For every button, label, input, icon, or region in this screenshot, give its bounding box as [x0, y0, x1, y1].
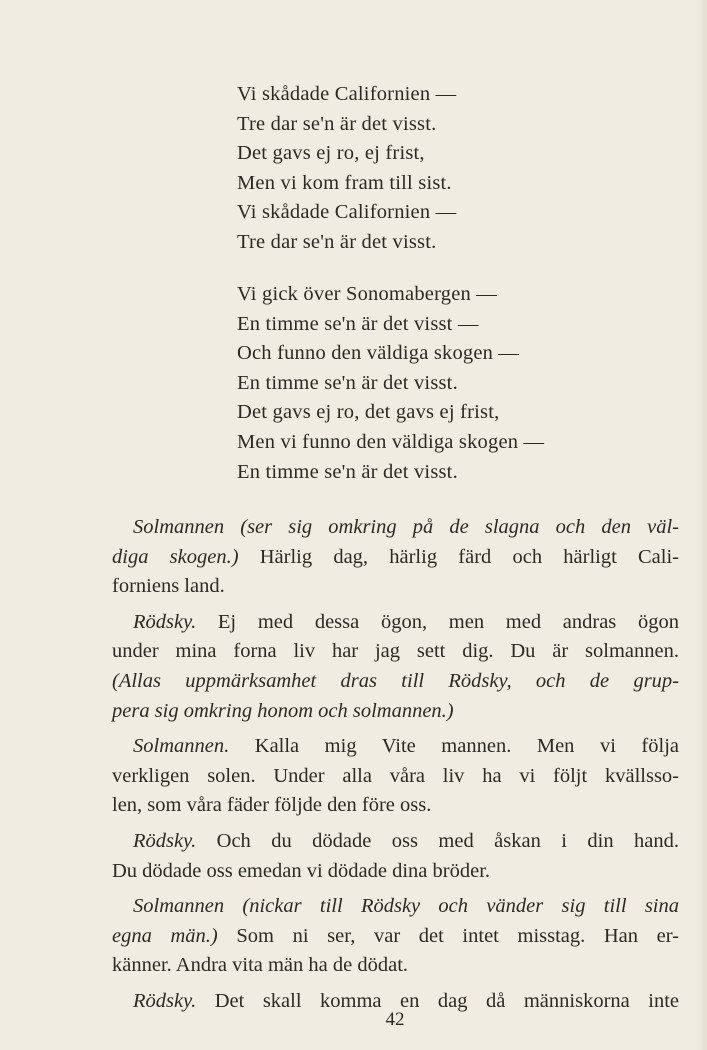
page-edge: [697, 0, 707, 1050]
dialogue-paragraph: [112, 732, 679, 821]
dialogue-line: len, som våra fäder följde den före oss.: [112, 794, 432, 817]
verse-line: Tre dar se'n är det visst.: [237, 112, 437, 135]
verse-stanza-1: [237, 80, 456, 258]
dialogue-line: Du dödade oss emedan vi dödade dina bröder.: [112, 859, 491, 882]
verse-line: En timme se'n är det visst.: [237, 371, 458, 394]
dialogue-line: under mina forna liv har jag sett dig. Du är solmannen.: [112, 640, 679, 663]
verse-line: Och funno den väldiga skogen —: [237, 342, 520, 365]
verse-line: En timme se'n är det visst.: [237, 460, 458, 483]
dialogue-paragraph: [112, 827, 679, 886]
verse-line: Vi gick över Sonomabergen —: [237, 283, 497, 305]
verse-line: Vi skådade Californien —: [237, 201, 457, 224]
stage-direction: (ser sig omkring på de slagna och den väl-: [224, 516, 679, 538]
dialogue-text: [112, 513, 679, 1023]
dialogue-line: Och du dödade oss med åskan i din hand.: [196, 829, 679, 852]
dialogue-line: Kalla mig Vite mannen. Men vi följa: [229, 735, 679, 758]
dialogue-paragraph: [112, 513, 679, 602]
dialogue-line: Härlig dag, härlig färd och härligt Cali-: [238, 545, 679, 568]
verse-line: Men vi funno den väldiga skogen —: [237, 430, 545, 453]
stage-direction: pera sig omkring honom och solmannen.): [112, 699, 454, 722]
verse-stanza-2: [237, 280, 544, 487]
verse-line: En timme se'n är det visst —: [237, 312, 479, 335]
verse-line: Det gavs ej ro, ej frist,: [237, 142, 425, 165]
stage-direction: (Allas uppmärksamhet dras till Rödsky, och de grup-: [112, 669, 679, 692]
stage-direction: egna män.): [112, 924, 218, 947]
stage-direction: diga skogen.): [112, 545, 239, 568]
verse-line: Det gavs ej ro, det gavs ej frist,: [237, 401, 500, 424]
speaker-name: Rödsky.: [133, 829, 197, 852]
verse-line: Tre dar se'n är det visst.: [237, 230, 437, 253]
stage-direction: (nickar till Rödsky och vänder sig till sina: [224, 895, 679, 918]
speaker-name: Rödsky.: [133, 989, 197, 1012]
dialogue-line: Det skall komma en dag då människorna inte: [196, 989, 679, 1012]
dialogue-line: Ej med dessa ögon, men med andras ögon: [196, 610, 679, 633]
verse-line: Vi skådade Californien —: [237, 83, 457, 105]
dialogue-line: Som ni ser, var det intet misstag. Han er-: [217, 924, 679, 947]
dialogue-line: verkligen solen. Under alla våra liv ha vi följt kvällsso-: [112, 764, 679, 787]
speaker-name: Rödsky.: [133, 610, 197, 633]
dialogue-line: forniens land.: [112, 575, 225, 598]
dialogue-paragraph: [112, 892, 679, 981]
dialogue-line: känner. Andra vita män ha de dödat.: [112, 954, 409, 977]
speaker-name: Solmannen: [133, 516, 225, 538]
speaker-name: Solmannen.: [133, 735, 230, 758]
page-number: 42: [385, 1009, 405, 1030]
dialogue-paragraph: [112, 608, 679, 726]
verse-line: Men vi kom fram till sist.: [237, 171, 452, 194]
speaker-name: Solmannen: [133, 895, 225, 918]
